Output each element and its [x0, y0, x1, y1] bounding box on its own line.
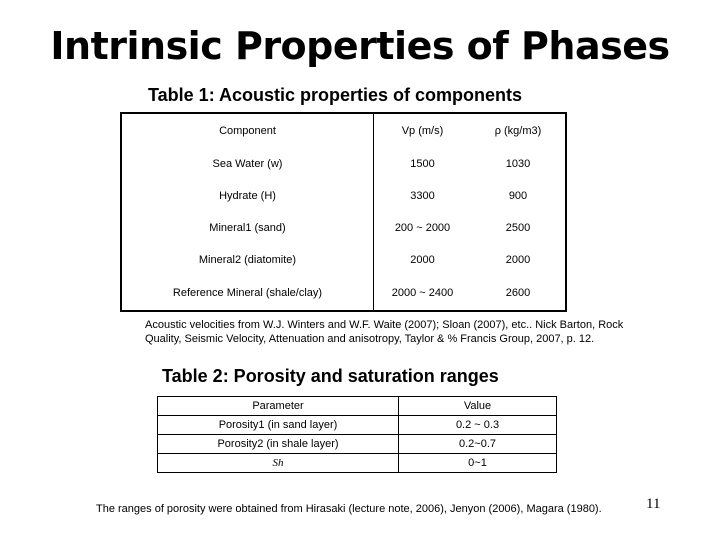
- row-vp: 3300: [410, 189, 435, 202]
- table2-caption: Table 2: Porosity and saturation ranges: [162, 366, 499, 386]
- row-density: 2500: [505, 222, 531, 235]
- row-component: Mineral2 (diatomite): [121, 244, 374, 276]
- row-parameter: Porosity1 (in sand layer): [158, 416, 399, 435]
- row-component: Mineral1 (sand): [121, 212, 374, 244]
- header-vp: Vp (m/s): [401, 124, 444, 137]
- header-parameter: Parameter: [158, 397, 399, 416]
- header-density: ρ (kg/m3): [494, 124, 542, 137]
- row-component: Hydrate (H): [121, 180, 374, 212]
- row-value: 0.2 ~ 0.3: [399, 416, 557, 435]
- row-parameter-sh: Sh: [158, 454, 399, 473]
- acoustic-properties-table: [120, 112, 567, 312]
- table-row: [121, 244, 566, 276]
- header-component: Component: [121, 113, 374, 148]
- row-density: 900: [508, 189, 528, 202]
- row-component: Sea Water (w): [121, 148, 374, 180]
- row-parameter: Porosity2 (in shale layer): [158, 435, 399, 454]
- table-header-row: [158, 397, 557, 416]
- row-density: 2600: [505, 287, 531, 300]
- row-component: Reference Mineral (shale/clay): [121, 276, 374, 311]
- row-vp: 2000: [410, 254, 435, 267]
- row-density: 1030: [505, 157, 531, 170]
- table-row: [121, 148, 566, 180]
- slide-title: Intrinsic Properties of Phases: [50, 24, 670, 68]
- table-row: [158, 454, 557, 473]
- table1-caption: Table 1: Acoustic properties of components: [148, 85, 523, 105]
- table-header-row: [121, 113, 566, 148]
- table-row: [121, 212, 566, 244]
- row-value: 0~1: [399, 454, 557, 473]
- porosity-saturation-table: [157, 396, 557, 473]
- table-row: [158, 435, 557, 454]
- table-row: [121, 180, 566, 212]
- table-row: [121, 276, 566, 311]
- page-number: 11: [646, 496, 661, 512]
- row-value: 0.2~0.7: [399, 435, 557, 454]
- row-vp: 200 ~ 2000: [394, 222, 451, 235]
- row-vp: 1500: [410, 157, 435, 170]
- row-vp: 2000 ~ 2400: [391, 287, 454, 300]
- table-row: [158, 416, 557, 435]
- acoustic-source-note: Acoustic velocities from W.J. Winters and W.F. Waite (2007); Sloan (2007), etc.. Nick Barton, Rock Quality, Seismic Velocity, Attenuation and anisotropy, Taylor & % Francis Group, 2007, p. 12.: [145, 319, 624, 345]
- porosity-source-note: The ranges of porosity were obtained from Hirasaki (lecture note, 2006), Jenyon (2006), Magara (1980).: [96, 503, 602, 515]
- header-value: Value: [399, 397, 557, 416]
- row-density: 2000: [505, 254, 531, 267]
